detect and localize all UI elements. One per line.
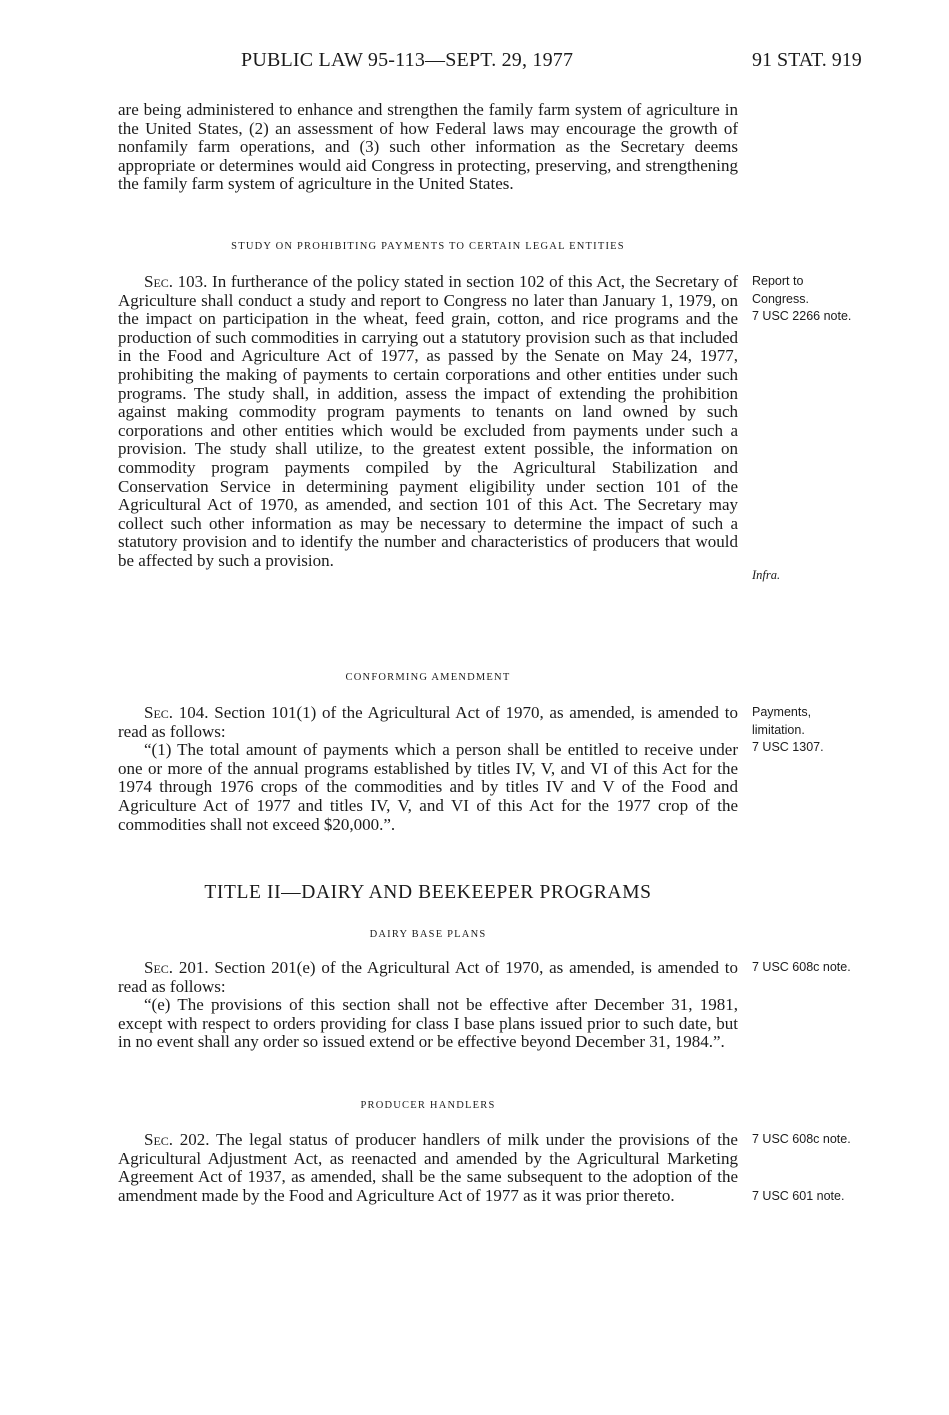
- margin-usc-608c: 7 USC 608c note.: [752, 960, 851, 974]
- running-header-title: PUBLIC LAW 95-113—SEPT. 29, 1977: [241, 49, 574, 71]
- sec201-label: Sec. 201.: [144, 958, 209, 977]
- sec201-margin-note: [752, 959, 902, 977]
- margin-usc-2266: 7 USC 2266 note.: [752, 309, 852, 323]
- margin-limitation: limitation.: [752, 722, 805, 737]
- margin-report-line-2: Congress.: [752, 291, 809, 306]
- sec104-heading: CONFORMING AMENDMENT: [345, 672, 511, 683]
- sec201-paragraph: [118, 959, 738, 1052]
- sec104-paragraph: [118, 704, 738, 834]
- sec103-label: Sec. 103.: [144, 272, 208, 291]
- sec104-margin-note: [752, 704, 902, 757]
- sec202-margin-note-1: [752, 1131, 902, 1149]
- sec202-paragraph: [118, 1131, 738, 1205]
- sec202-margin-note-2: [752, 1188, 902, 1206]
- sec104-text: Section 101(1) of the Agricultural Act of 1970, as amended, is amended to read as follows:: [118, 703, 739, 741]
- margin-usc-608c-2: 7 USC 608c note.: [752, 1132, 851, 1146]
- sec202-label: Sec. 202.: [144, 1130, 210, 1149]
- margin-report-line-1: Report to: [752, 274, 804, 288]
- margin-usc-1307: 7 USC 1307.: [752, 740, 824, 754]
- sec103-heading: STUDY ON PROHIBITING PAYMENTS TO CERTAIN LEGAL ENTITIES: [231, 241, 625, 252]
- intro-paragraph: [118, 101, 738, 194]
- running-header-page-number: 91 STAT. 919: [752, 49, 862, 71]
- sec103-text: In furtherance of the policy stated in section 102 of this Act, the Secretary of Agriculture shall conduct a study and report to Congress no later than January 1, 1979, on the impact on participation in the wheat, feed grain, cotton, and rice programs and the production of such commodities in carrying out a statutory provision such as that included in the Food and Agriculture Act of 1977, as passed by the Senate on May 24, 1977, prohibiting the making of payments to certain corporations and other entities under such programs. The study shall, in addition, assess the impact of extending the prohibition against making commodity program payments to tenants on land owned by such corporations and other entities which would be excluded from payments under such a provision. The study shall utilize, to the greatest extent possible, the information on commodity program payments compiled by the Agricultural Stabilization and Conservation Service in determining payment eligibility under section 101 of the Agricultural Act of 1970, as amended, and section 101 of this Act. The Secretary may collect such other information as may be necessary to determine the impact of such a statutory provision and to identify the number and characteristics of producers that would be affected by such a provision.: [118, 272, 738, 570]
- sec202-text: The legal status of producer handlers of milk under the provisions of the Agricultural Adjustment Act, as reenacted and amended by the Agricultural Marketing Agreement Act of 1937, as amended, shall be the same subsequent to the adoption of the amendment made by the Food and Agriculture Act of 1977 as it was prior thereto.: [118, 1130, 738, 1205]
- sec103-paragraph: [118, 273, 738, 571]
- sec201-text: Section 201(e) of the Agricultural Act of 1970, as amended, is amended to read as follows:: [118, 958, 738, 996]
- sec202-heading: PRODUCER HANDLERS: [360, 1100, 496, 1111]
- margin-infra: Infra.: [752, 568, 781, 582]
- title-ii-heading: TITLE II—DAIRY AND BEEKEEPER PROGRAMS: [204, 882, 652, 903]
- sec104-label: Sec. 104.: [144, 703, 209, 722]
- sec201-heading: DAIRY BASE PLANS: [369, 929, 487, 940]
- sec103-margin-infra: [752, 567, 902, 585]
- intro-text: are being administered to enhance and strengthen the family farm system of agriculture in the United States, (2) an assessment of how Federal laws may encourage the growth of nonfamily farm operations, and (3) such other information as the Secretary deems appropriate or determines would aid Congress in protecting, preserving, and strengthening the family farm system of agriculture in the United States.: [118, 100, 738, 194]
- margin-usc-601: 7 USC 601 note.: [752, 1189, 845, 1203]
- sec201-quote: “(e) The provisions of this section shall not be effective after December 31, 1981, except with respect to orders providing for class I base plans issued prior to such date, but in no event shall any order so issued extend or be effective beyond December 31, 1984.”.: [118, 995, 738, 1052]
- sec104-quote: “(1) The total amount of payments which a person shall be entitled to receive under one or more of the annual programs established by titles IV, V, and VI of this Act for the 1974 through 1976 crops of the commodities and by titles IV and V of the Food and Agriculture Act of 1977 and titles IV, V, and VI of this Act for the 1977 crop of the commodities shall not exceed $20,000.”.: [118, 740, 738, 834]
- margin-payments: Payments,: [752, 705, 812, 719]
- sec103-margin-note: [752, 273, 902, 326]
